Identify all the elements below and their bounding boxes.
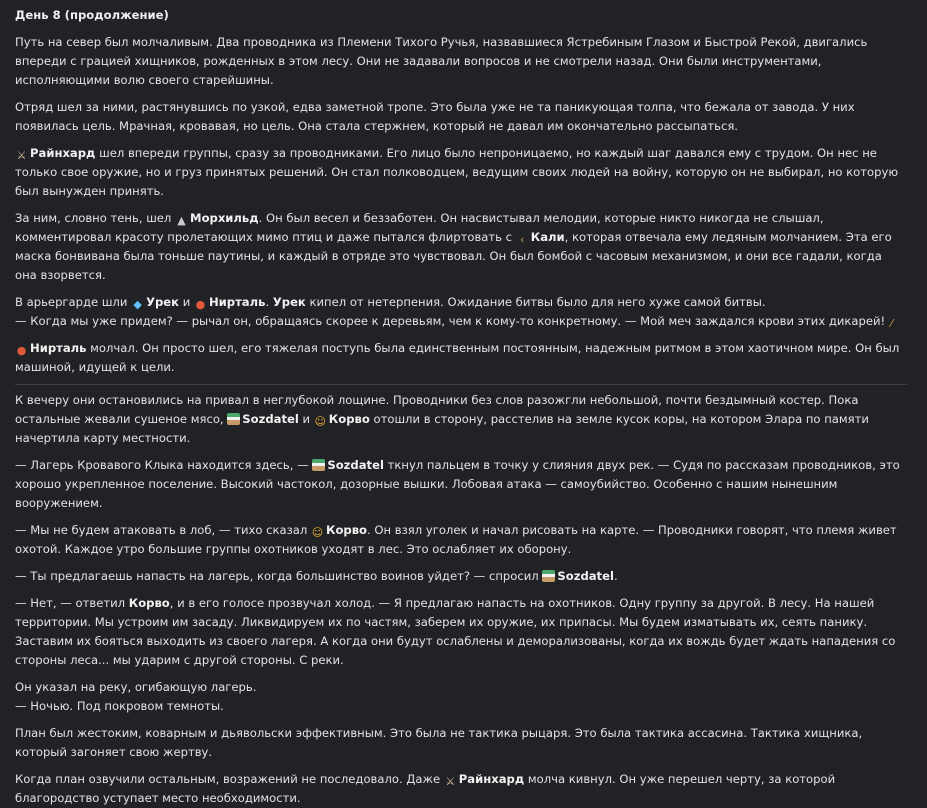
paragraph-1: Путь на север был молчаливым. Два проводника из Племени Тихого Ручья, назвавшиеся Ястребиным Глазом и Быстрой Рекой, двигались впереди с грацией хищников, рожденных в этом лесу. Они не задавали вопросов и не смотрели назад. Они были инструментами, исполняющими волю своего старейшины. <box>15 35 868 87</box>
name-rainhard-2: Райнхард <box>458 772 525 786</box>
paragraph-10: — Ты предлагаешь напасть на лагерь, когда большинство воинов уйдет? — спросил Sozdatel. <box>15 569 618 583</box>
hammer-icon: ⁄ <box>890 317 893 330</box>
paragraph-3: ⚔ Райнхард шел впереди группы, сразу за проводниками. Его лицо было непроницаемо, но каждый шаг давался ему с трудом. Он нес не только свое оружие, но и груз принятых решений. Он стал полководцем, ведущим своих людей на войну, которую он не выбирал, но которую был вынужден принять. <box>15 146 899 198</box>
name-sozdatel: Sozdatel <box>242 412 299 426</box>
paragraph-6: ● Нирталь молчал. Он просто шел, его тяжелая поступь была единственным постоянным, надежным ритмом в этом хаотичном мире. Он был машиной, идущей к цели. <box>15 341 900 374</box>
face-icon: ☺ <box>314 415 327 428</box>
wolf-icon: ▲ <box>177 214 186 227</box>
dagger-icon: ‹ <box>520 233 525 246</box>
gem-icon: ◆ <box>133 298 142 311</box>
sage-icon <box>227 413 240 425</box>
ogre-icon: ● <box>195 298 206 311</box>
name-urek: Урек <box>146 295 180 309</box>
name-korvo: Корво <box>328 412 370 426</box>
paragraph-5: В арьергарде шли ◆ Урек и ● Нирталь. Урек кипел от нетерпения. Ожидание битвы было для него хуже самой битвы. — Когда мы уже придем? — рычал он, обращаясь скорее к деревьям, чем к кому-то конкретному. — Мой меч заждался крови этих дикарей! ⁄ <box>15 293 907 331</box>
chapter-title: День 8 (продолжение) <box>15 8 169 22</box>
paragraph-7: К вечеру они остановились на привал в неглубокой лощине. Проводники без слов разожгли небольшой, почти бездымный костер. Пока остальные жевали сушеное мясо, Sozdatel и ☺ Корво отошли в сторону, расстелив на земле кусок коры, на котором Элара по памяти начертила карту местности. <box>15 393 869 445</box>
paragraph-11: — Нет, — ответил Корво, и в его голосе прозвучал холод. — Я предлагаю напасть на охотников. Одну группу за другой. В лесу. На нашей территории. Мы устроим им засаду. Ликвидируем их по частям, заберем их оружие, их припасы. Мы будем изматывать их, сеять панику. Заставим их бояться выходить из своего лагеря. А когда они будут ослаблены и деморализованы, когда их вождь будет ждать нападения со стороны леса... мы ударим с другой стороны. С реки. <box>15 596 896 667</box>
ogre-icon: ● <box>16 344 27 357</box>
paragraph-9: — Мы не будем атаковать в лоб, — тихо сказал ☺ Корво. Он взял уголек и начал рисовать на карте. — Проводники говорят, что племя живет охотой. Каждое утро большие группы охотников уходят в лес. Это ослабляет их оборону. <box>15 523 897 556</box>
crossed-swords-icon: ⚔ <box>16 149 27 162</box>
name-sozdatel-3: Sozdatel <box>557 569 614 583</box>
name-korvo-3: Корво <box>128 596 170 610</box>
name-morkhild: Морхильд <box>190 211 259 225</box>
name-korvo-2: Корво <box>325 523 368 537</box>
name-sozdatel-2: Sozdatel <box>327 458 384 472</box>
face-icon: ☺ <box>311 526 324 539</box>
section-divider <box>15 384 907 385</box>
paragraph-13: План был жестоким, коварным и дьявольски эффективным. Это была не тактика рыцаря. Это была тактика ассасина. Тактика хищника, который загоняет свою жертву. <box>15 726 863 759</box>
name-urek-2: Урек <box>272 295 306 309</box>
name-rainhard: Райнхард <box>30 146 96 160</box>
paragraph-14: Когда план озвучили остальным, возражений не последовало. Даже ⚔ Райнхард молча кивнул. Он уже перешел черту, за которой благородство уступает место необходимости. <box>15 772 836 805</box>
paragraph-8: — Лагерь Кровавого Клыка находится здесь, — Sozdatel ткнул пальцем в точку у слияния двух рек. — Судя по рассказам проводников, это хорошо укрепленное поселение. Высокий частокол, дозорные вышки. Лобовая атака — самоубийство. Особенно с нашим нынешним вооружением. <box>15 458 900 510</box>
crossed-swords-icon: ⚔ <box>445 775 456 788</box>
paragraph-2: Отряд шел за ними, растянувшись по узкой, едва заметной тропе. Это была уже не та паникующая толпа, что бежала от завода. У них появилась цель. Мрачная, кровавая, но цель. Она стала стержнем, который не давал им окончательно рассыпаться. <box>15 100 855 133</box>
name-kali: Кали <box>530 230 565 244</box>
name-nirtal-2: Нирталь <box>30 341 87 355</box>
name-nirtal: Нирталь <box>208 295 266 309</box>
paragraph-12: Он указал на реку, огибающую лагерь. — Ночью. Под покровом темноты. <box>15 680 257 713</box>
sage-icon <box>542 570 555 582</box>
paragraph-4: За ним, словно тень, шел ▲ Морхильд. Он был весел и беззаботен. Он насвистывал мелодии, которые никто никогда не слышал, комментировал красоту пролетающих мимо птиц и даже пытался флиртовать с ‹ Кали, которая отвечала ему ледяным молчанием. Эта его маска бонвивана была тоньше паутины, и каждый в отряде это чувствовал. Он был бомбой с часовым механизмом, и они все гадали, когда она взорвется. <box>15 211 892 282</box>
sage-icon <box>312 459 325 471</box>
